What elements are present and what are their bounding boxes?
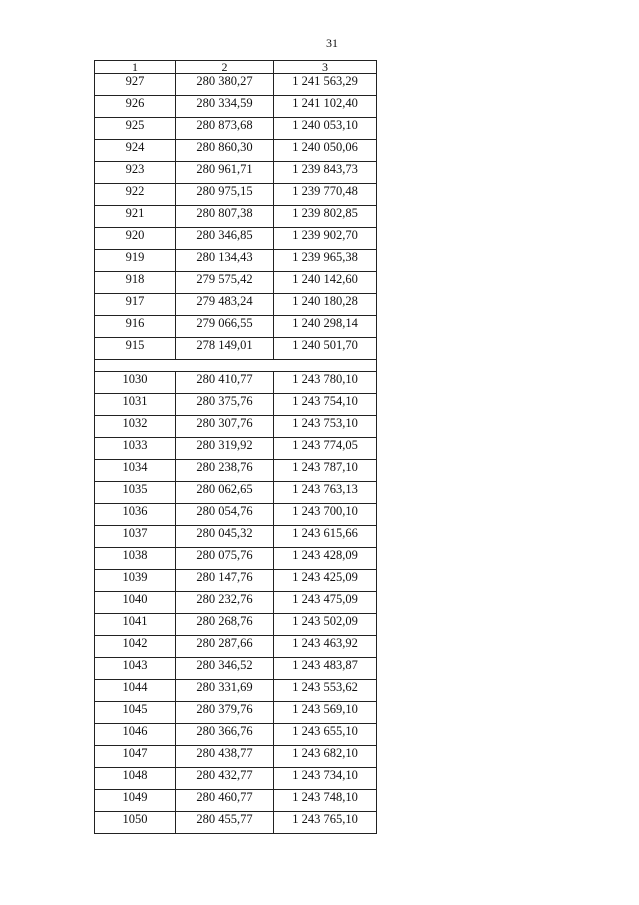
x-coordinate-cell: 280 334,59 <box>176 96 274 118</box>
y-coordinate-cell: 1 243 774,05 <box>274 438 377 460</box>
column-header: 1 <box>95 61 176 74</box>
x-coordinate-cell: 279 575,42 <box>176 272 274 294</box>
table-row <box>95 812 377 834</box>
x-coordinate-cell: 280 807,38 <box>176 206 274 228</box>
point-number-cell: 927 <box>95 74 176 96</box>
x-coordinate-cell: 280 346,85 <box>176 228 274 250</box>
x-coordinate-cell: 280 147,76 <box>176 570 274 592</box>
coordinates-table <box>94 60 377 834</box>
table-row <box>95 372 377 394</box>
table-row <box>95 250 377 272</box>
point-number-cell: 1037 <box>95 526 176 548</box>
table-row <box>95 416 377 438</box>
table-row <box>95 228 377 250</box>
table-row <box>95 614 377 636</box>
x-coordinate-cell: 280 860,30 <box>176 140 274 162</box>
x-coordinate-cell: 280 075,76 <box>176 548 274 570</box>
y-coordinate-cell: 1 241 102,40 <box>274 96 377 118</box>
x-coordinate-cell: 280 062,65 <box>176 482 274 504</box>
y-coordinate-cell: 1 243 682,10 <box>274 746 377 768</box>
x-coordinate-cell: 280 134,43 <box>176 250 274 272</box>
point-number-cell: 923 <box>95 162 176 184</box>
table-row <box>95 338 377 360</box>
x-coordinate-cell: 280 380,27 <box>176 74 274 96</box>
point-number-cell: 1042 <box>95 636 176 658</box>
x-coordinate-cell: 279 483,24 <box>176 294 274 316</box>
x-coordinate-cell: 280 331,69 <box>176 680 274 702</box>
x-coordinate-cell: 280 045,32 <box>176 526 274 548</box>
point-number-cell: 917 <box>95 294 176 316</box>
table-row <box>95 504 377 526</box>
y-coordinate-cell: 1 240 501,70 <box>274 338 377 360</box>
y-coordinate-cell: 1 240 050,06 <box>274 140 377 162</box>
point-number-cell: 1038 <box>95 548 176 570</box>
y-coordinate-cell: 1 240 180,28 <box>274 294 377 316</box>
point-number-cell: 1043 <box>95 658 176 680</box>
x-coordinate-cell: 280 268,76 <box>176 614 274 636</box>
y-coordinate-cell: 1 240 053,10 <box>274 118 377 140</box>
table-row <box>95 96 377 118</box>
point-number-cell: 1041 <box>95 614 176 636</box>
x-coordinate-cell: 280 460,77 <box>176 790 274 812</box>
x-coordinate-cell: 280 346,52 <box>176 658 274 680</box>
x-coordinate-cell: 280 410,77 <box>176 372 274 394</box>
point-number-cell: 1046 <box>95 724 176 746</box>
table-row <box>95 680 377 702</box>
y-coordinate-cell: 1 243 748,10 <box>274 790 377 812</box>
x-coordinate-cell: 280 287,66 <box>176 636 274 658</box>
table-row <box>95 482 377 504</box>
point-number-cell: 1036 <box>95 504 176 526</box>
group-separator-cell <box>95 360 377 372</box>
point-number-cell: 925 <box>95 118 176 140</box>
y-coordinate-cell: 1 243 700,10 <box>274 504 377 526</box>
y-coordinate-cell: 1 243 753,10 <box>274 416 377 438</box>
point-number-cell: 918 <box>95 272 176 294</box>
table-row <box>95 548 377 570</box>
table-header-row <box>95 61 377 74</box>
point-number-cell: 1050 <box>95 812 176 834</box>
x-coordinate-cell: 278 149,01 <box>176 338 274 360</box>
table-row <box>95 636 377 658</box>
y-coordinate-cell: 1 243 475,09 <box>274 592 377 614</box>
point-number-cell: 1033 <box>95 438 176 460</box>
x-coordinate-cell: 280 238,76 <box>176 460 274 482</box>
y-coordinate-cell: 1 243 425,09 <box>274 570 377 592</box>
column-header: 2 <box>176 61 274 74</box>
point-number-cell: 924 <box>95 140 176 162</box>
table-row <box>95 272 377 294</box>
point-number-cell: 915 <box>95 338 176 360</box>
table-row <box>95 140 377 162</box>
x-coordinate-cell: 280 375,76 <box>176 394 274 416</box>
y-coordinate-cell: 1 241 563,29 <box>274 74 377 96</box>
y-coordinate-cell: 1 240 142,60 <box>274 272 377 294</box>
table-row <box>95 316 377 338</box>
point-number-cell: 1048 <box>95 768 176 790</box>
table-row <box>95 118 377 140</box>
x-coordinate-cell: 280 432,77 <box>176 768 274 790</box>
x-coordinate-cell: 280 975,15 <box>176 184 274 206</box>
y-coordinate-cell: 1 243 569,10 <box>274 702 377 724</box>
point-number-cell: 1049 <box>95 790 176 812</box>
x-coordinate-cell: 280 232,76 <box>176 592 274 614</box>
table-row <box>95 592 377 614</box>
y-coordinate-cell: 1 239 843,73 <box>274 162 377 184</box>
point-number-cell: 1034 <box>95 460 176 482</box>
point-number-cell: 1040 <box>95 592 176 614</box>
page-number: 31 <box>326 36 338 50</box>
table-row <box>95 658 377 680</box>
y-coordinate-cell: 1 243 483,87 <box>274 658 377 680</box>
y-coordinate-cell: 1 243 428,09 <box>274 548 377 570</box>
y-coordinate-cell: 1 239 902,70 <box>274 228 377 250</box>
table-row <box>95 570 377 592</box>
table-row <box>95 184 377 206</box>
x-coordinate-cell: 280 319,92 <box>176 438 274 460</box>
point-number-cell: 1047 <box>95 746 176 768</box>
x-coordinate-cell: 280 307,76 <box>176 416 274 438</box>
y-coordinate-cell: 1 239 802,85 <box>274 206 377 228</box>
table-row <box>95 394 377 416</box>
point-number-cell: 922 <box>95 184 176 206</box>
table-row <box>95 294 377 316</box>
table-row <box>95 162 377 184</box>
x-coordinate-cell: 280 873,68 <box>176 118 274 140</box>
y-coordinate-cell: 1 240 298,14 <box>274 316 377 338</box>
point-number-cell: 926 <box>95 96 176 118</box>
y-coordinate-cell: 1 243 765,10 <box>274 812 377 834</box>
x-coordinate-cell: 280 366,76 <box>176 724 274 746</box>
table-row <box>95 768 377 790</box>
y-coordinate-cell: 1 243 787,10 <box>274 460 377 482</box>
y-coordinate-cell: 1 239 770,48 <box>274 184 377 206</box>
x-coordinate-cell: 279 066,55 <box>176 316 274 338</box>
table-row <box>95 206 377 228</box>
x-coordinate-cell: 280 054,76 <box>176 504 274 526</box>
table-row <box>95 724 377 746</box>
y-coordinate-cell: 1 239 965,38 <box>274 250 377 272</box>
table-row <box>95 702 377 724</box>
point-number-cell: 1039 <box>95 570 176 592</box>
y-coordinate-cell: 1 243 615,66 <box>274 526 377 548</box>
point-number-cell: 921 <box>95 206 176 228</box>
point-number-cell: 1045 <box>95 702 176 724</box>
table-row <box>95 526 377 548</box>
y-coordinate-cell: 1 243 763,13 <box>274 482 377 504</box>
y-coordinate-cell: 1 243 754,10 <box>274 394 377 416</box>
point-number-cell: 1030 <box>95 372 176 394</box>
x-coordinate-cell: 280 379,76 <box>176 702 274 724</box>
y-coordinate-cell: 1 243 463,92 <box>274 636 377 658</box>
y-coordinate-cell: 1 243 553,62 <box>274 680 377 702</box>
y-coordinate-cell: 1 243 780,10 <box>274 372 377 394</box>
point-number-cell: 919 <box>95 250 176 272</box>
point-number-cell: 1035 <box>95 482 176 504</box>
point-number-cell: 1044 <box>95 680 176 702</box>
column-header: 3 <box>274 61 377 74</box>
table-row <box>95 790 377 812</box>
y-coordinate-cell: 1 243 734,10 <box>274 768 377 790</box>
point-number-cell: 920 <box>95 228 176 250</box>
x-coordinate-cell: 280 961,71 <box>176 162 274 184</box>
y-coordinate-cell: 1 243 502,09 <box>274 614 377 636</box>
table-body <box>95 61 377 834</box>
table-row <box>95 438 377 460</box>
group-separator-row <box>95 360 377 372</box>
point-number-cell: 916 <box>95 316 176 338</box>
x-coordinate-cell: 280 438,77 <box>176 746 274 768</box>
y-coordinate-cell: 1 243 655,10 <box>274 724 377 746</box>
point-number-cell: 1032 <box>95 416 176 438</box>
x-coordinate-cell: 280 455,77 <box>176 812 274 834</box>
point-number-cell: 1031 <box>95 394 176 416</box>
table-row <box>95 746 377 768</box>
table-row <box>95 74 377 96</box>
table-row <box>95 460 377 482</box>
